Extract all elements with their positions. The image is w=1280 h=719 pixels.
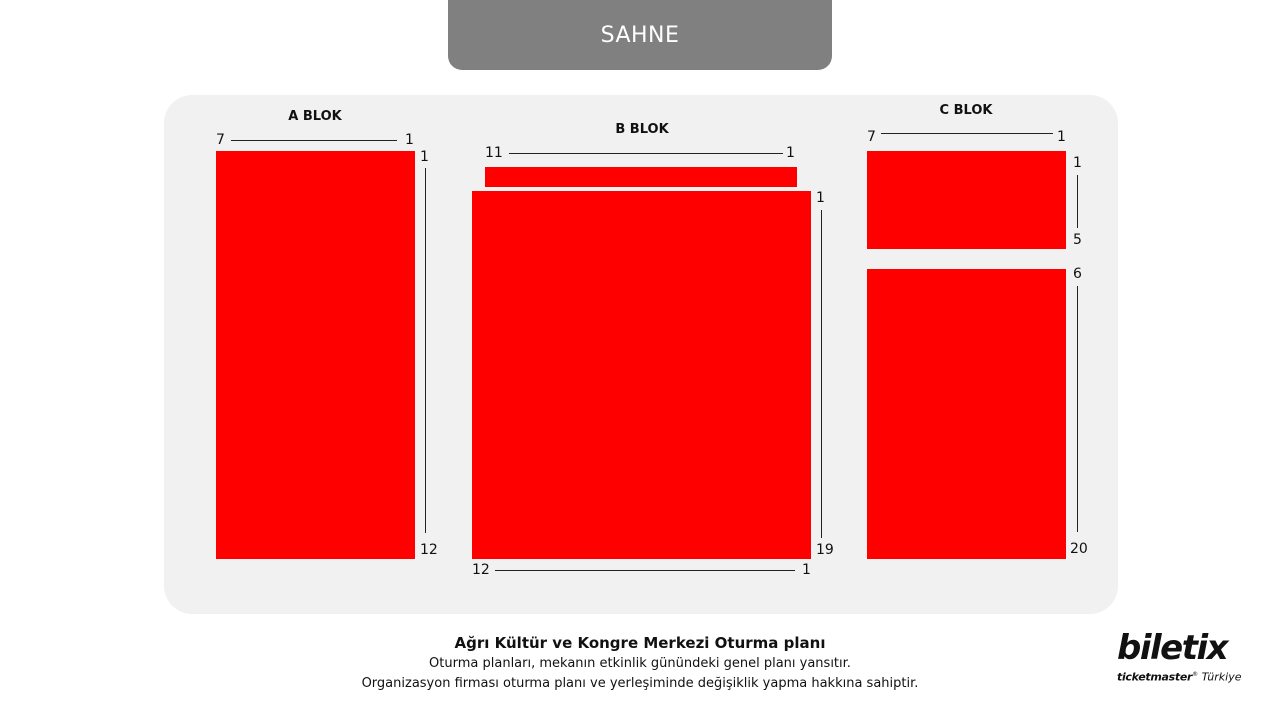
- biletix-logo: [1117, 628, 1242, 685]
- block-c-upper-section[interactable]: [867, 151, 1066, 249]
- block-b-title: B BLOK: [615, 122, 669, 137]
- block-c-title: C BLOK: [939, 103, 993, 118]
- block-c-upper-row-top: 1: [1073, 155, 1082, 171]
- block-c-lower-row-top: 6: [1073, 266, 1082, 282]
- block-b-bottom-left: 12: [472, 562, 490, 578]
- block-b-front-row[interactable]: [485, 167, 797, 187]
- block-c-seat-left: 7: [867, 129, 876, 145]
- block-a-seat-left: 7: [216, 132, 225, 148]
- block-a-row-line: [425, 168, 426, 533]
- block-b-seat-right: 1: [786, 145, 795, 161]
- block-c-upper-row-bottom: 5: [1073, 232, 1082, 248]
- block-b-bottom-right: 1: [802, 562, 811, 578]
- logo-subline: [1117, 668, 1242, 685]
- caption-line-2: Organizasyon firması oturma planı ve yerleşiminde değişiklik yapma hakkına sahiptir.: [361, 676, 919, 691]
- block-c-upper-row-line: [1077, 175, 1078, 228]
- block-a-section[interactable]: [216, 151, 415, 559]
- logo-registered: ®: [1192, 671, 1199, 678]
- block-b-seat-left: 11: [485, 145, 503, 161]
- block-a-seat-right: 1: [405, 132, 414, 148]
- logo-ticketmaster: ticketmaster: [1117, 670, 1193, 684]
- block-b-row-line: [821, 210, 822, 538]
- block-b-seat-line: [509, 153, 783, 154]
- block-a-row-top: 1: [420, 149, 429, 165]
- block-b-section[interactable]: [472, 191, 811, 559]
- block-a-row-bottom: 12: [420, 542, 438, 558]
- block-b-row-top: 1: [816, 190, 825, 206]
- venue-title: Ağrı Kültür ve Kongre Merkezi Oturma planı: [454, 634, 826, 652]
- block-a-seat-line: [231, 140, 397, 141]
- block-c-seat-line: [881, 133, 1053, 134]
- block-a-title: A BLOK: [288, 109, 342, 124]
- caption-line-1: Oturma planları, mekanın etkinlik günündeki genel planı yansıtır.: [429, 656, 851, 671]
- block-b-bottom-line: [495, 570, 795, 571]
- stage-label: SAHNE: [448, 0, 832, 70]
- block-c-lower-section[interactable]: [867, 269, 1066, 559]
- logo-country: Türkiye: [1201, 670, 1242, 684]
- block-b-row-bottom: 19: [816, 542, 834, 558]
- block-c-lower-row-bottom: 20: [1070, 541, 1088, 557]
- logo-wordmark: biletix: [1117, 628, 1228, 668]
- block-c-lower-row-line: [1077, 286, 1078, 532]
- block-c-seat-right: 1: [1057, 129, 1066, 145]
